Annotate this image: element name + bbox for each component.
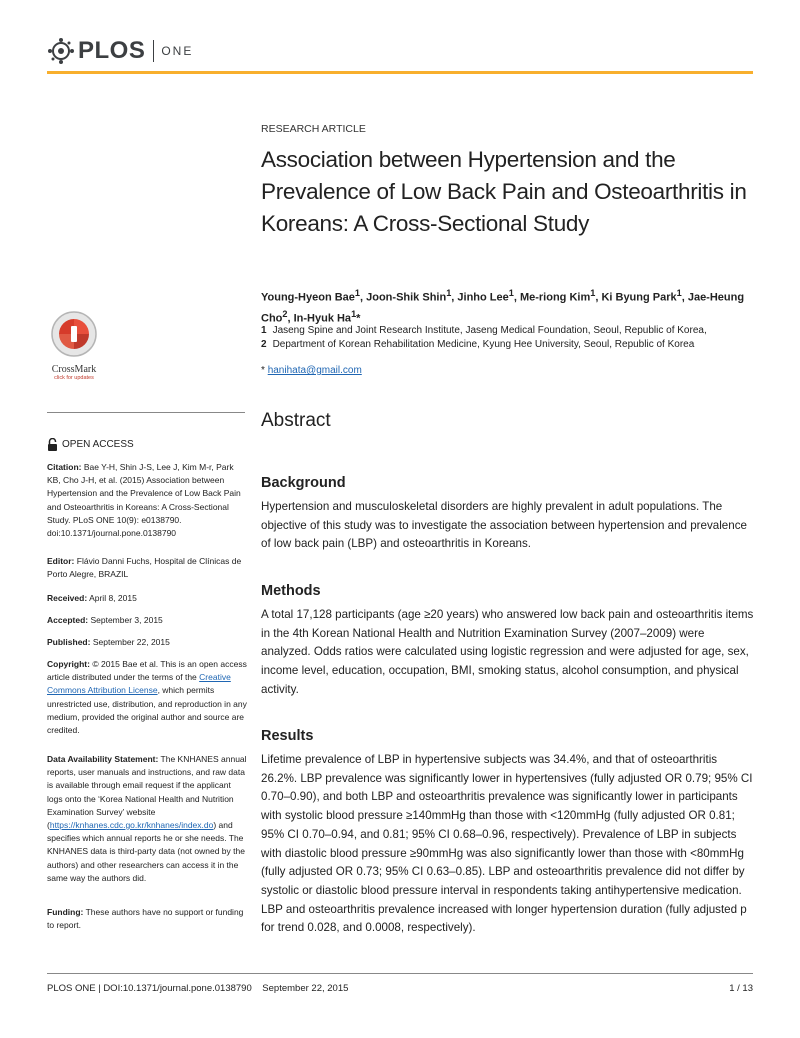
journal-name: ONE [161,44,194,58]
author-name: , Ki Byung Park [595,291,677,304]
corresponding-mark: * [356,312,361,325]
copyright-label: Copyright: [47,659,90,669]
crossmark-icon [47,310,101,358]
data-availability-label: Data Availability Statement: [47,754,159,764]
data-availability-text-end: ) and specifies which annual reports he or she needs. The KNHANES data is third-party data (not owned by the authors) and other researchers can access it in the same way the authors did. [47,820,245,883]
affiliation-2 [261,339,755,350]
corresponding-email [261,365,755,376]
published-date: September 22, 2015 [92,637,170,647]
results-heading: Results [261,728,314,744]
affiliation-text: Jaseng Spine and Joint Research Institute, Jaseng Medical Foundation, Seoul, Republic of Korea, [272,325,707,336]
crossmark-badge[interactable] [47,310,101,381]
funding-text: These authors have no support or funding to report. [47,907,244,931]
published-block [47,636,247,649]
open-lock-icon [47,438,58,451]
author-name: , Me-riong Kim [513,291,591,304]
received-date: April 8, 2015 [89,593,137,603]
article-title: Association between Hypertension and the Prevalence of Low Back Pain and Osteoarthritis in Koreans: A Cross-Sectional Study [261,147,747,236]
article-type: RESEARCH ARTICLE [261,123,366,135]
affiliation-number: 1 [261,325,267,336]
accepted-block [47,614,247,627]
plos-one-logo[interactable] [47,36,193,66]
email-star: * [261,365,265,376]
abstract-heading: Abstract [261,410,331,431]
crossmark-label: CrossMark [51,364,97,375]
methods-heading: Methods [261,583,321,599]
copyright-text: © 2015 Bae et al. This is an open access article distributed under the terms of the [47,659,247,683]
copyright-block [47,658,247,737]
author-name: , Joon-Shik Shin [360,291,447,304]
affiliation-number: 2 [261,339,267,350]
citation-label: Citation: [47,462,82,472]
editor-label: Editor: [47,556,75,566]
plos-logo-icon [47,37,75,65]
page-number: 1 / 13 [729,983,753,994]
methods-text: A total 17,128 participants (age ≥20 years) who answered low back pain and osteoarthritis items in the 4th Korean National Health and Nutrition Examination Survey (2007–2009) were analyzed. Odds ratios were calculated using logistic regression and were adjusted for age, sex, income level, education, occupation, BMI, smoking status, alcohol consumption, and physical activity. [261,608,754,696]
background-text: Hypertension and musculoskeletal disorders are highly prevalent in adult populations. The objective of this study was to investigate the association between hypertension and prevalence of low back pain (LBP) and osteoarthritis in Koreans. [261,500,747,551]
editor-block [47,555,247,581]
author-affil-sup: 1 [508,288,514,298]
footer-citation: PLOS ONE | DOI:10.1371/journal.pone.0138790 September 22, 2015 [47,983,349,994]
author-name: , Jae-Heung Cho [261,291,745,325]
footer-rule [47,973,753,974]
author-name: , In-Hyuk Ha [287,312,352,325]
accepted-date: September 3, 2015 [90,615,163,625]
accepted-label: Accepted: [47,615,89,625]
citation-text: Bae Y-H, Shin J-S, Lee J, Kim M-r, Park KB, Cho J-H, et al. (2015) Association between Hypertension and the Prevalence of Low Back Pain and Osteoarthritis in Koreans: A Cross-Sectional Study. PLoS ONE 10(9): e0138790. doi:10.1371/journal.pone.0138790 [47,462,241,539]
header-accent-rule [47,71,753,74]
data-availability-block [47,753,247,885]
license-link[interactable]: Creative Commons Attribution License [47,672,231,696]
received-label: Received: [47,593,88,603]
copyright-text-end: , which permits unrestricted use, distribution, and reproduction in any medium, provided the original author and source are credited. [47,685,247,736]
author-affil-sup: 1 [676,288,682,298]
logo-divider [153,40,154,62]
author-affil-sup: 2 [282,308,288,319]
author-list [261,285,755,326]
author-name: , Jinho Lee [451,291,509,304]
knhanes-link[interactable]: https://knhanes.cdc.go.kr/knhanes/index.do [49,820,214,831]
author-name: Young-Hyeon Bae [261,291,355,304]
author-affil-sup: 1 [351,308,357,319]
open-access-label: OPEN ACCESS [62,439,134,450]
open-access-badge [47,438,247,451]
received-block [47,592,247,605]
published-label: Published: [47,637,91,647]
author-affil-sup: 1 [590,288,596,298]
background-heading: Background [261,475,346,491]
author-affil-sup: 1 [446,288,452,298]
funding-block [47,906,247,932]
affiliation-text: Department of Korean Rehabilitation Medicine, Kyung Hee University, Seoul, Republic of Korea [272,339,695,350]
email-link[interactable]: hanihata@gmail.com [267,365,362,376]
citation-block [47,461,247,540]
data-availability-text: The KNHANES annual reports, user manuals and instructions, and raw data is available through email request if the applicant logs onto the ‘Korea National Health and Nutrition Examination Survey’ website ( [47,754,247,831]
sidebar-rule [47,412,245,413]
crossmark-sublabel: click for updates [54,375,94,381]
funding-label: Funding: [47,907,84,917]
affiliation-1 [261,325,755,336]
results-text: Lifetime prevalence of LBP in hypertensive subjects was 34.4%, and that of osteoarthritis 26.2%. LBP prevalence was significantly lower in hypertensives (fully adjusted OR 0.79; 95% CI 0.70–0.90), and both LBP and osteoarthritis prevalence was significantly lower in participants with systolic blood pressure ≥140mmHg than those with <120mmHg (fully adjusted OR 0.81; 95% CI 0.70–0.94, and 0.81; 95% CI 0.68–0.96, respectively). Prevalence of LBP in subjects with diastolic blood pressure ≥90mmHg was also significantly lower than those with <80mmHg (fully adjusted OR 0.73; 95% CI 0.63–0.85). LBP and osteoarthritis prevalence did not differ by systolic or diastolic blood pressure interval in respondents taking antihypertensive medication. LBP and osteoarthritis prevalence increased with longer hypertension duration (fully adjusted p for trend 0.028, and 0.0008, respectively). [261,753,753,935]
author-affil-sup: 1 [354,288,361,298]
editor-text: Flávio Danni Fuchs, Hospital de Clínicas de Porto Alegre, BRAZIL [47,556,242,580]
brand-name: PLOS [78,37,146,64]
